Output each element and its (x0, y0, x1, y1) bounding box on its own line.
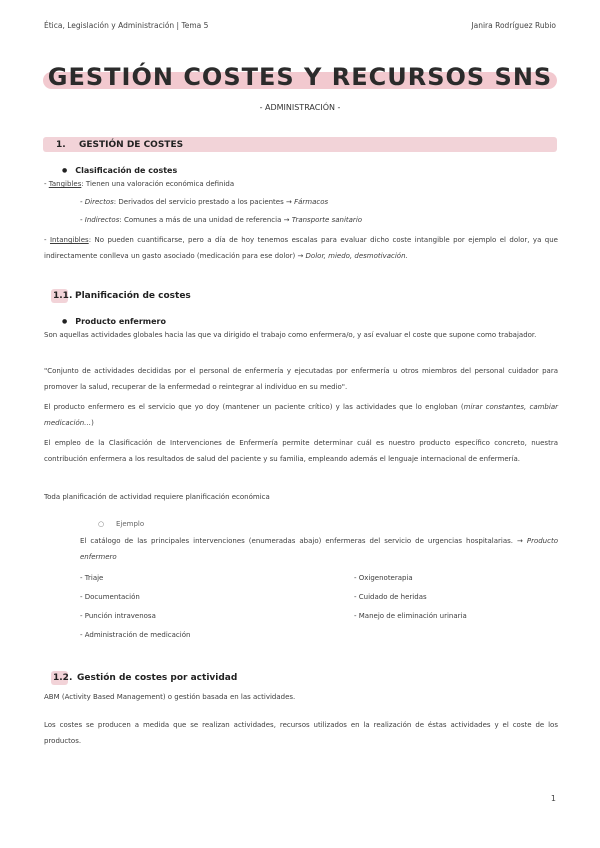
section-1-2-number: 1.2. (53, 673, 73, 683)
paragraph-producto: El producto enfermero es el servicio que yo doy (mantener un paciente crítico) y las actividades que lo engloban (mirar constantes, cambiar medicación…) (44, 403, 558, 427)
section-1-1-number: 1.1. (53, 291, 73, 301)
circle-bullet-icon: ○ (98, 520, 105, 528)
section-1-1-title: Planificación de costes (75, 291, 191, 301)
list-item: - Cuidado de heridas (354, 593, 427, 601)
header-subject: Ética, Legislación y Administración | Tema 5 (44, 21, 209, 30)
page-subtitle: - ADMINISTRACIÓN - (259, 103, 341, 112)
list-item: - Punción intravenosa (80, 612, 156, 620)
paragraph-costes-actividad: Los costes se producen a medida que se realizan actividades, recursos utilizados en la realización de éstas actividades y el coste de los productos. (44, 721, 558, 745)
list-item: - Manejo de eliminación urinaria (354, 612, 467, 620)
paragraph-definition: Son aquellas actividades globales hacia las que va dirigido el trabajo como enfermera/o, y así evaluar el coste que supone como trabajador. (44, 331, 537, 339)
paragraph-abm: ABM (Activity Based Management) o gestión basada en las actividades. (44, 693, 296, 701)
list-item: - Triaje (80, 574, 104, 582)
paragraph-clasificacion: El empleo de la Clasificación de Intervenciones de Enfermería permite determinar cuál es nuestro producto específico concreto, nuestra contribución enfermera a los resultados de salud del paciente y su familia, empleando además el lenguaje internacional de enfermería. (44, 439, 558, 463)
page-number: 1 (550, 794, 556, 803)
section-1-2-title: Gestión de costes por actividad (77, 673, 238, 683)
list-item: - Documentación (80, 593, 140, 601)
tangibles-line: - Tangibles: Tienen una valoración económica definida (44, 180, 235, 188)
list-item: - Administración de medicación (80, 631, 191, 639)
bullet-producto-enfermero: ● Producto enfermero (62, 317, 166, 326)
directos-line: - Directos: Derivados del servicio prestado a los pacientes → Fármacos (80, 198, 329, 206)
page-title: GESTIÓN COSTES Y RECURSOS SNS (47, 63, 553, 91)
paragraph-planificacion: Toda planificación de actividad requiere planificación económica (44, 493, 270, 501)
header-author: Janira Rodríguez Rubio (471, 21, 556, 30)
example-paragraph: El catálogo de las principales intervenciones (enumeradas abajo) enfermeras del servicio de urgencias hospitalarias. → Producto enfermero (80, 537, 558, 561)
paragraph-quote: "Conjunto de actividades decididas por el personal de enfermería y ejecutadas por enfermería u otros miembros del personal cuidador para promover la salud, recuperar de la enfermedad o reintegrar al individuo en su medio". (44, 367, 558, 391)
example-label: Ejemplo (116, 520, 145, 528)
bullet-clasificacion: ● Clasificación de costes (62, 166, 177, 175)
section-1-number: 1. (56, 140, 66, 150)
section-1-title: GESTIÓN DE COSTES (79, 140, 184, 150)
intangibles-paragraph: - Intangibles: No pueden cuantificarse, pero a día de hoy tenemos escalas para evaluar dicho coste intangible por ejemplo el dolor, ya que indirectamente conlleva un gasto asociado (medicación para ese dolor) → Dolor, miedo, desmotivación. (44, 236, 558, 260)
indirectos-line: - Indirectos: Comunes a más de una unidad de referencia → Transporte sanitario (80, 216, 363, 224)
list-item: - Oxigenoterapia (354, 574, 413, 582)
